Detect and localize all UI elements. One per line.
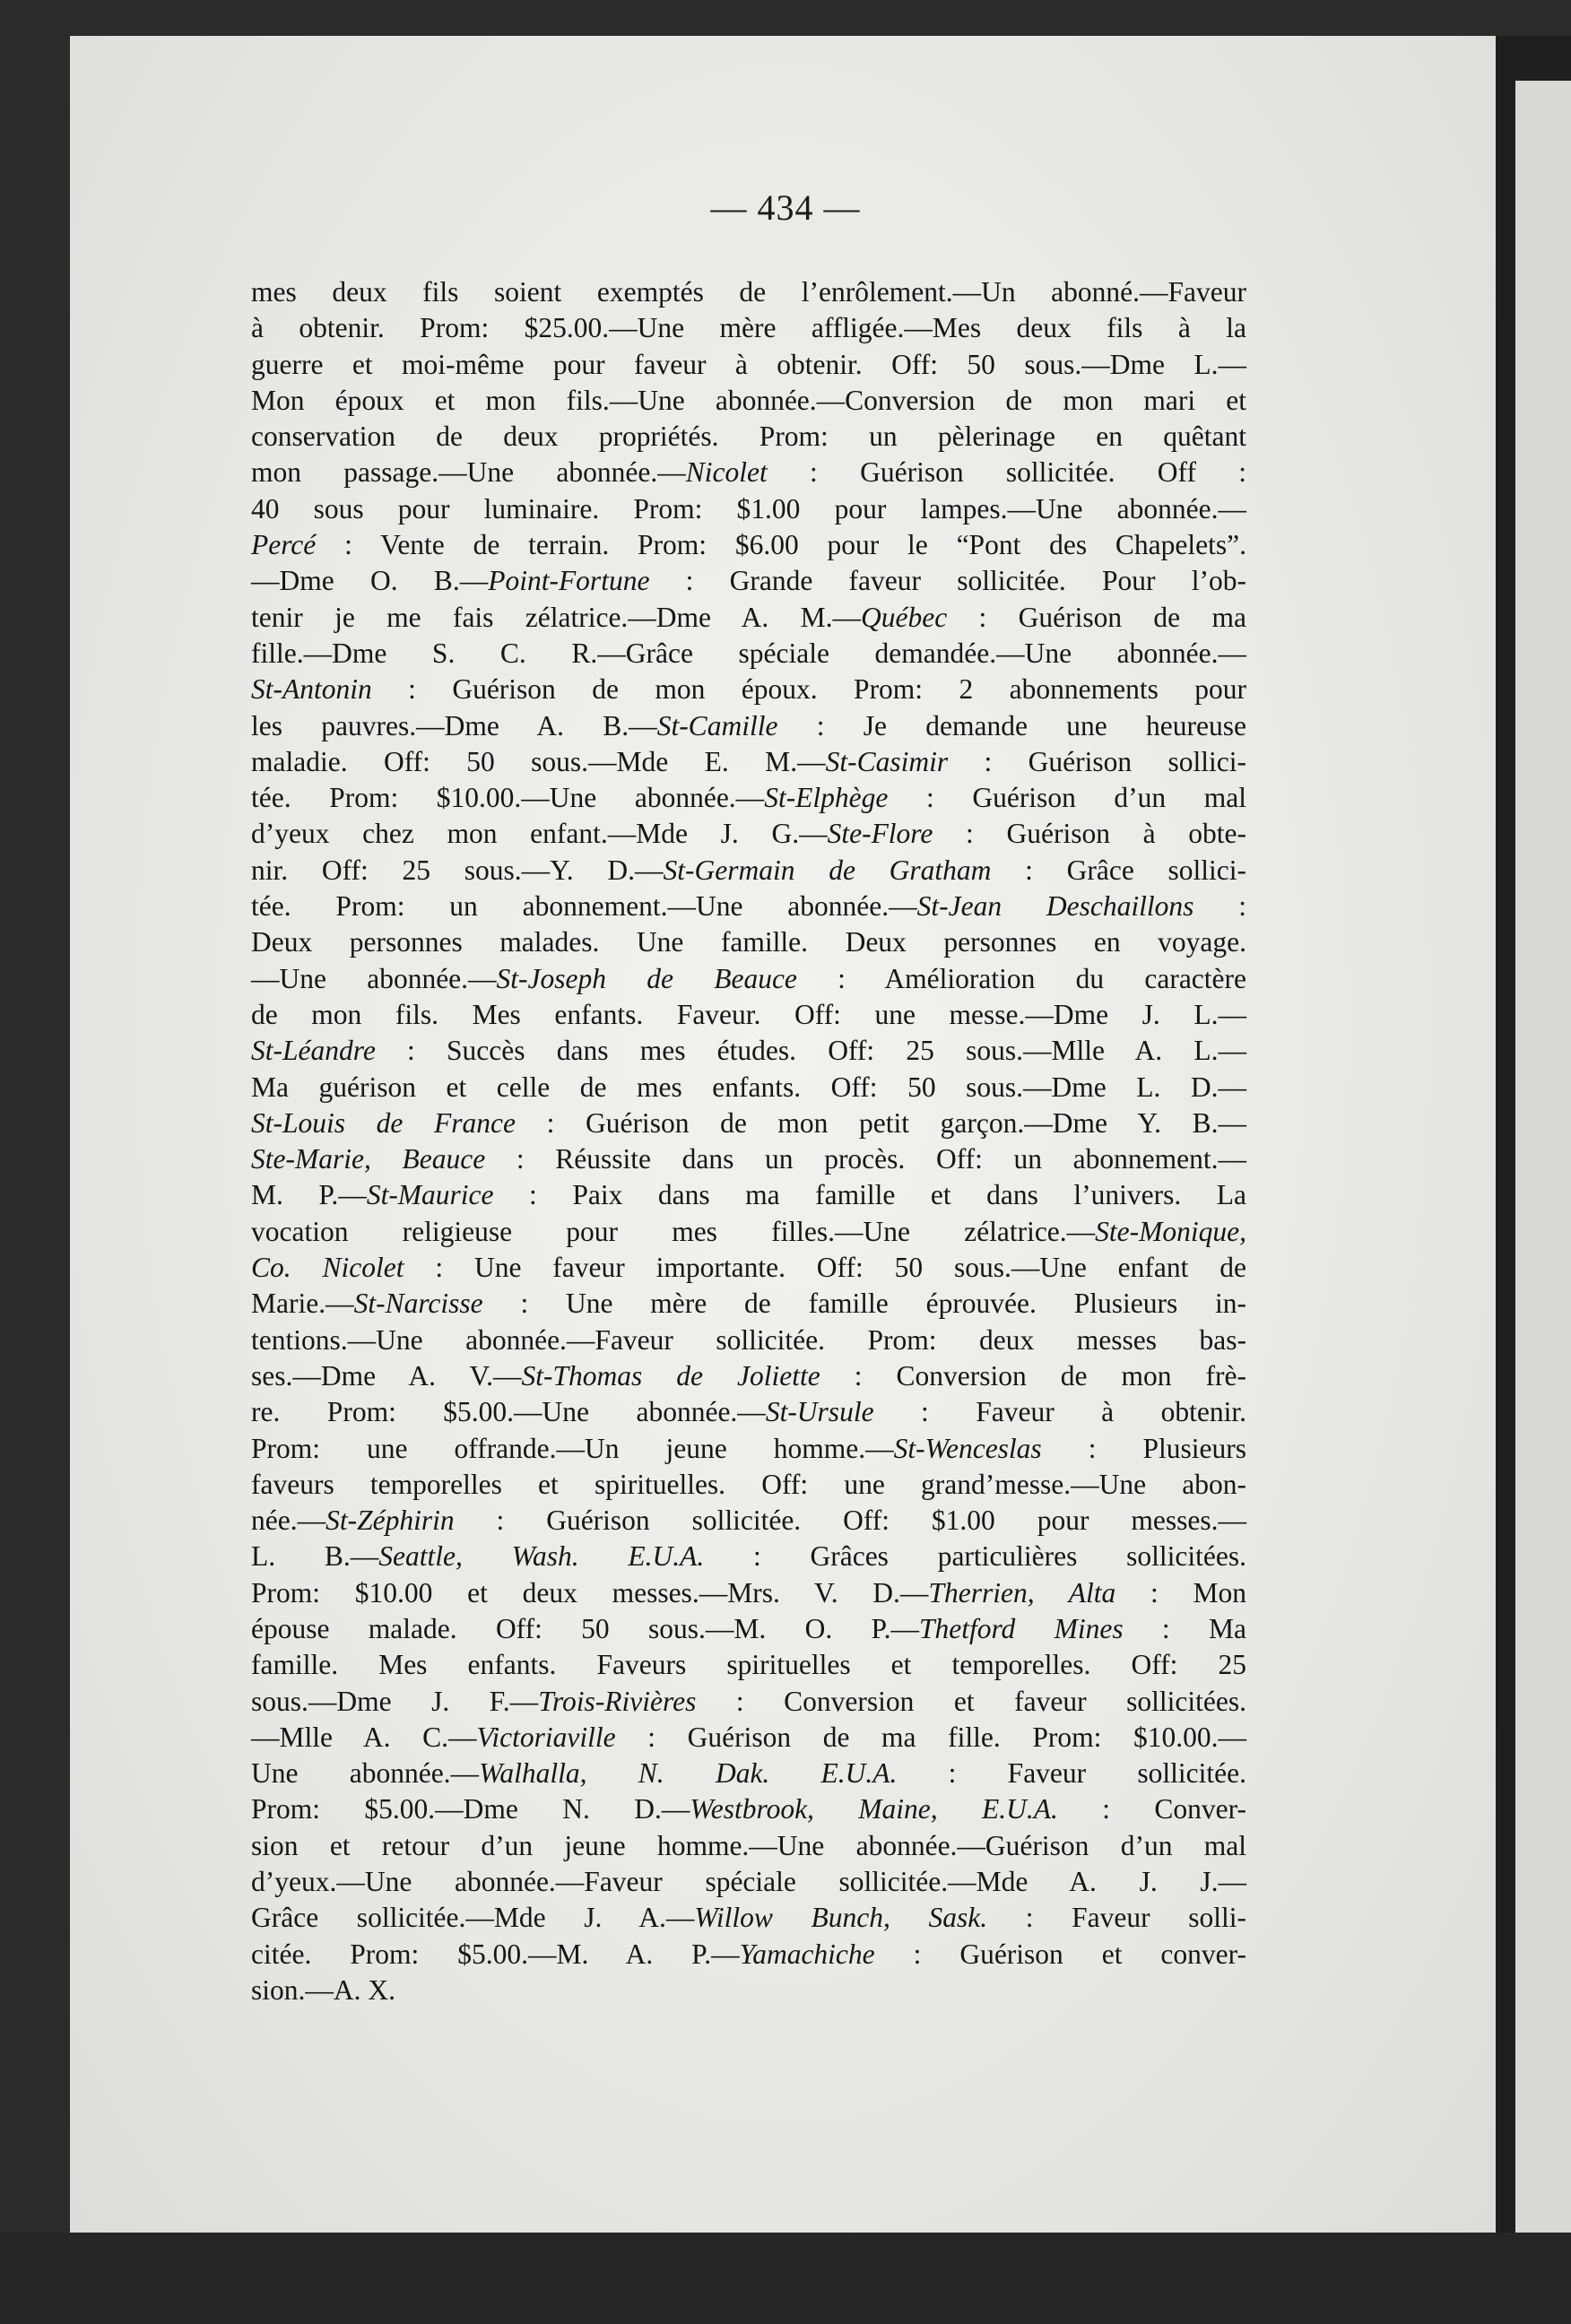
text-segment: : Conversion de mon frè-	[820, 1359, 1246, 1392]
adjacent-page-edge	[1515, 81, 1571, 2233]
text-segment: ses.—Dme A. V.—	[251, 1359, 522, 1392]
text-line	[251, 1973, 1246, 2008]
text-segment: 40 sous pour luminaire. Prom: $1.00 pour lampes.—Une abonnée.—	[251, 492, 1246, 525]
text-segment: :	[1193, 890, 1246, 923]
text-segment: : Conversion et faveur sollicitées.	[696, 1685, 1246, 1717]
text-segment: M. P.—	[251, 1179, 367, 1211]
text-line	[251, 1900, 1246, 1936]
text-line	[251, 1177, 1246, 1213]
text-line	[251, 1358, 1246, 1394]
text-segment: Grâce sollicitée.—Mde J. A.—	[251, 1902, 695, 1934]
text-line	[251, 997, 1246, 1033]
text-segment: Ma guérison et celle de mes enfants. Off: 50 sous.—Dme L. D.—	[251, 1071, 1246, 1103]
text-line	[251, 1070, 1246, 1106]
text-segment: famille. Mes enfants. Faveurs spirituelles et temporelles. Off: 25	[251, 1649, 1246, 1681]
text-line	[251, 1467, 1246, 1503]
text-segment: Mon époux et mon fils.—Une abonnée.—Conversion de mon mari et	[251, 384, 1246, 416]
text-segment: : Guérison de ma fille. Prom: $10.00.—	[615, 1721, 1246, 1753]
text-line	[251, 1033, 1246, 1069]
text-segment: nir. Off: 25 sous.—Y. D.—	[251, 854, 664, 886]
text-segment: : Ma	[1123, 1612, 1246, 1644]
text-line	[251, 1684, 1246, 1720]
place-name: St-Ursule	[765, 1396, 874, 1428]
text-segment: L. B.—	[251, 1540, 379, 1573]
place-name: Willow Bunch, Sask.	[694, 1902, 988, 1934]
text-segment: faveurs temporelles et spirituelles. Off: une grand’messe.—Une abon-	[251, 1468, 1246, 1500]
text-line	[251, 672, 1246, 707]
place-name: Therrien, Alta	[928, 1576, 1116, 1609]
place-name: St-Louis de France	[251, 1106, 516, 1139]
place-name: St-Casimir	[825, 745, 949, 777]
text-segment: : Mon	[1115, 1576, 1246, 1609]
place-name: St-Antonin	[251, 673, 372, 706]
text-line	[251, 1503, 1246, 1539]
place-name: Walhalla, N. Dak. E.U.A.	[479, 1757, 898, 1790]
text-line	[251, 744, 1246, 780]
place-name: Percé	[251, 529, 317, 561]
text-segment: : Guérison de ma	[947, 601, 1246, 633]
text-line	[251, 1431, 1246, 1467]
place-name: Victoriaville	[476, 1721, 616, 1753]
place-name: St-Elphège	[764, 782, 889, 814]
text-segment: : Plusieurs	[1041, 1432, 1247, 1464]
text-segment: mon passage.—Une abonnée.—	[251, 456, 686, 489]
text-segment: —Une abonnée.—	[251, 962, 497, 994]
text-segment: née.—	[251, 1505, 326, 1537]
page-number: — 434 —	[710, 187, 861, 228]
text-segment: : Grande faveur sollicitée. Pour l’ob-	[649, 565, 1246, 597]
place-name: Co. Nicolet	[251, 1252, 404, 1284]
text-segment: : Grâce sollici-	[991, 854, 1247, 886]
text-line	[251, 600, 1246, 636]
place-name: Ste-Marie, Beauce	[251, 1143, 486, 1175]
place-name: Seattle, Wash. E.U.A.	[378, 1540, 705, 1573]
text-line	[251, 419, 1246, 455]
place-name: Ste-Monique,	[1095, 1215, 1246, 1247]
text-segment: : Je demande une heureuse	[777, 709, 1246, 741]
text-segment: Prom: $10.00 et deux messes.—Mrs. V. D.—	[251, 1576, 929, 1609]
text-segment: : Vente de terrain. Prom: $6.00 pour le “Pont des Chapelets”.	[316, 529, 1246, 561]
text-line	[251, 527, 1246, 563]
text-line	[251, 780, 1246, 816]
place-name: St-Germain de Gratham	[663, 854, 992, 886]
place-name: Point-Fortune	[488, 565, 650, 597]
text-segment: sion et retour d’un jeune homme.—Une abonnée.—Guérison d’un mal	[251, 1829, 1246, 1861]
place-name: Westbrook, Maine, E.U.A.	[690, 1793, 1058, 1825]
text-line	[251, 347, 1246, 383]
text-segment: sous.—Dme J. F.—	[251, 1685, 539, 1717]
text-line	[251, 708, 1246, 744]
text-segment: —Dme O. B.—	[251, 565, 489, 597]
text-segment: : Guérison de mon petit garçon.—Dme Y. B.—	[515, 1106, 1246, 1139]
text-line	[251, 1322, 1246, 1358]
text-line	[251, 636, 1246, 672]
text-line	[251, 383, 1246, 419]
place-name: Québec	[860, 601, 948, 633]
text-line	[251, 1647, 1246, 1683]
text-segment: : Réussite dans un procès. Off: un abonnement.—	[485, 1143, 1246, 1175]
text-line	[251, 853, 1246, 889]
text-line	[251, 1106, 1246, 1141]
text-line	[251, 816, 1246, 852]
text-segment: —Mlle A. C.—	[251, 1721, 477, 1753]
text-line	[251, 455, 1246, 490]
text-segment: guerre et moi-même pour faveur à obtenir. Off: 50 sous.—Dme L.—	[251, 348, 1246, 380]
text-segment: fille.—Dme S. C. R.—Grâce spéciale demandée.—Une abonnée.—	[251, 637, 1246, 669]
text-segment: : Guérison sollicitée. Off :	[767, 456, 1246, 489]
text-segment: : Conver-	[1057, 1793, 1246, 1825]
text-segment: tentions.—Une abonnée.—Faveur sollicitée. Prom: deux messes bas-	[251, 1323, 1246, 1356]
text-line	[251, 1394, 1246, 1430]
text-segment: de mon fils. Mes enfants. Faveur. Off: une messe.—Dme J. L.—	[251, 998, 1246, 1030]
text-segment: : Guérison à obte-	[933, 818, 1246, 850]
text-segment: les pauvres.—Dme A. B.—	[251, 709, 657, 741]
text-segment: Deux personnes malades. Une famille. Deux personnes en voyage.	[251, 926, 1246, 958]
text-segment: : Une faveur importante. Off: 50 sous.—Une enfant de	[404, 1252, 1246, 1284]
text-line	[251, 889, 1246, 924]
place-name: St-Camille	[656, 709, 778, 741]
place-name: St-Maurice	[366, 1179, 494, 1211]
place-name: St-Zéphirin	[325, 1505, 455, 1537]
text-segment: : Guérison sollicitée. Off: $1.00 pour messes.—	[454, 1505, 1246, 1537]
text-segment: : Guérison sollici-	[948, 745, 1246, 777]
place-name: Yamachiche	[739, 1938, 875, 1970]
text-segment: Prom: une offrande.—Un jeune homme.—	[251, 1432, 894, 1464]
text-line	[251, 1575, 1246, 1611]
scan-bottom-border	[0, 2233, 1571, 2324]
text-line	[251, 310, 1246, 346]
text-segment: tenir je me fais zélatrice.—Dme A. M.—	[251, 601, 861, 633]
text-segment: conservation de deux propriétés. Prom: un pèlerinage en quêtant	[251, 421, 1246, 453]
place-name: Ste-Flore	[827, 818, 933, 850]
text-line	[251, 274, 1246, 310]
page-body-text	[251, 274, 1246, 2008]
text-segment: mes deux fils soient exemptés de l’enrôlement.—Un abonné.—Faveur	[251, 276, 1246, 308]
place-name: Trois-Rivières	[538, 1685, 697, 1717]
place-name: St-Jean Deschaillons	[916, 890, 1194, 923]
text-segment: : Paix dans ma famille et dans l’univers. La	[493, 1179, 1246, 1211]
text-line	[251, 491, 1246, 527]
text-segment: d’yeux chez mon enfant.—Mde J. G.—	[251, 818, 828, 850]
text-segment: : Succès dans mes études. Off: 25 sous.—Mlle A. L.—	[375, 1035, 1246, 1067]
text-segment: : Faveur à obtenir.	[873, 1396, 1246, 1428]
text-segment: : Faveur solli-	[987, 1902, 1246, 1934]
text-segment: : Une mère de famille éprouvée. Plusieurs in-	[482, 1288, 1246, 1320]
text-line	[251, 1141, 1246, 1177]
text-segment: épouse malade. Off: 50 sous.—M. O. P.—	[251, 1612, 919, 1644]
text-segment: tée. Prom: $10.00.—Une abonnée.—	[251, 782, 765, 814]
text-line	[251, 1250, 1246, 1286]
text-segment: Une abonnée.—	[251, 1757, 480, 1790]
text-segment: : Grâces particulières sollicitées.	[704, 1540, 1246, 1573]
place-name: Nicolet	[685, 456, 768, 489]
place-name: St-Narcisse	[353, 1288, 483, 1320]
text-line	[251, 1828, 1246, 1864]
text-segment: d’yeux.—Une abonnée.—Faveur spéciale sollicitée.—Mde A. J. J.—	[251, 1866, 1246, 1898]
place-name: Thetford Mines	[918, 1612, 1124, 1644]
text-segment: re. Prom: $5.00.—Une abonnée.—	[251, 1396, 766, 1428]
text-segment: à obtenir. Prom: $25.00.—Une mère affligée.—Mes deux fils à la	[251, 312, 1246, 344]
text-segment: Prom: $5.00.—Dme N. D.—	[251, 1793, 690, 1825]
text-line	[251, 563, 1246, 599]
text-segment: citée. Prom: $5.00.—M. A. P.—	[251, 1938, 740, 1970]
text-line	[251, 1756, 1246, 1791]
text-line	[251, 1286, 1246, 1322]
text-segment: maladie. Off: 50 sous.—Mde E. M.—	[251, 745, 826, 777]
text-line	[251, 924, 1246, 960]
text-segment: : Guérison d’un mal	[888, 782, 1246, 814]
place-name: St-Wenceslas	[893, 1432, 1042, 1464]
text-segment: : Guérison et conver-	[874, 1938, 1246, 1970]
text-line	[251, 1937, 1246, 1973]
place-name: St-Thomas de Joliette	[521, 1359, 820, 1392]
text-line	[251, 1791, 1246, 1827]
text-line	[251, 1539, 1246, 1574]
text-segment: tée. Prom: un abonnement.—Une abonnée.—	[251, 890, 917, 923]
text-line	[251, 1864, 1246, 1900]
place-name: St-Léandre	[251, 1035, 376, 1067]
text-segment: vocation religieuse pour mes filles.—Une zélatrice.—	[251, 1215, 1096, 1247]
text-line	[251, 961, 1246, 997]
text-segment: : Guérison de mon époux. Prom: 2 abonnements pour	[371, 673, 1246, 706]
text-segment: : Amélioration du caractère	[796, 962, 1246, 994]
text-segment: Marie.—	[251, 1288, 354, 1320]
text-segment: sion.—A. X.	[251, 1973, 396, 2006]
place-name: St-Joseph de Beauce	[496, 962, 797, 994]
text-line	[251, 1720, 1246, 1756]
text-segment: : Faveur sollicitée.	[897, 1757, 1247, 1790]
text-line	[251, 1214, 1246, 1250]
text-line	[251, 1611, 1246, 1647]
